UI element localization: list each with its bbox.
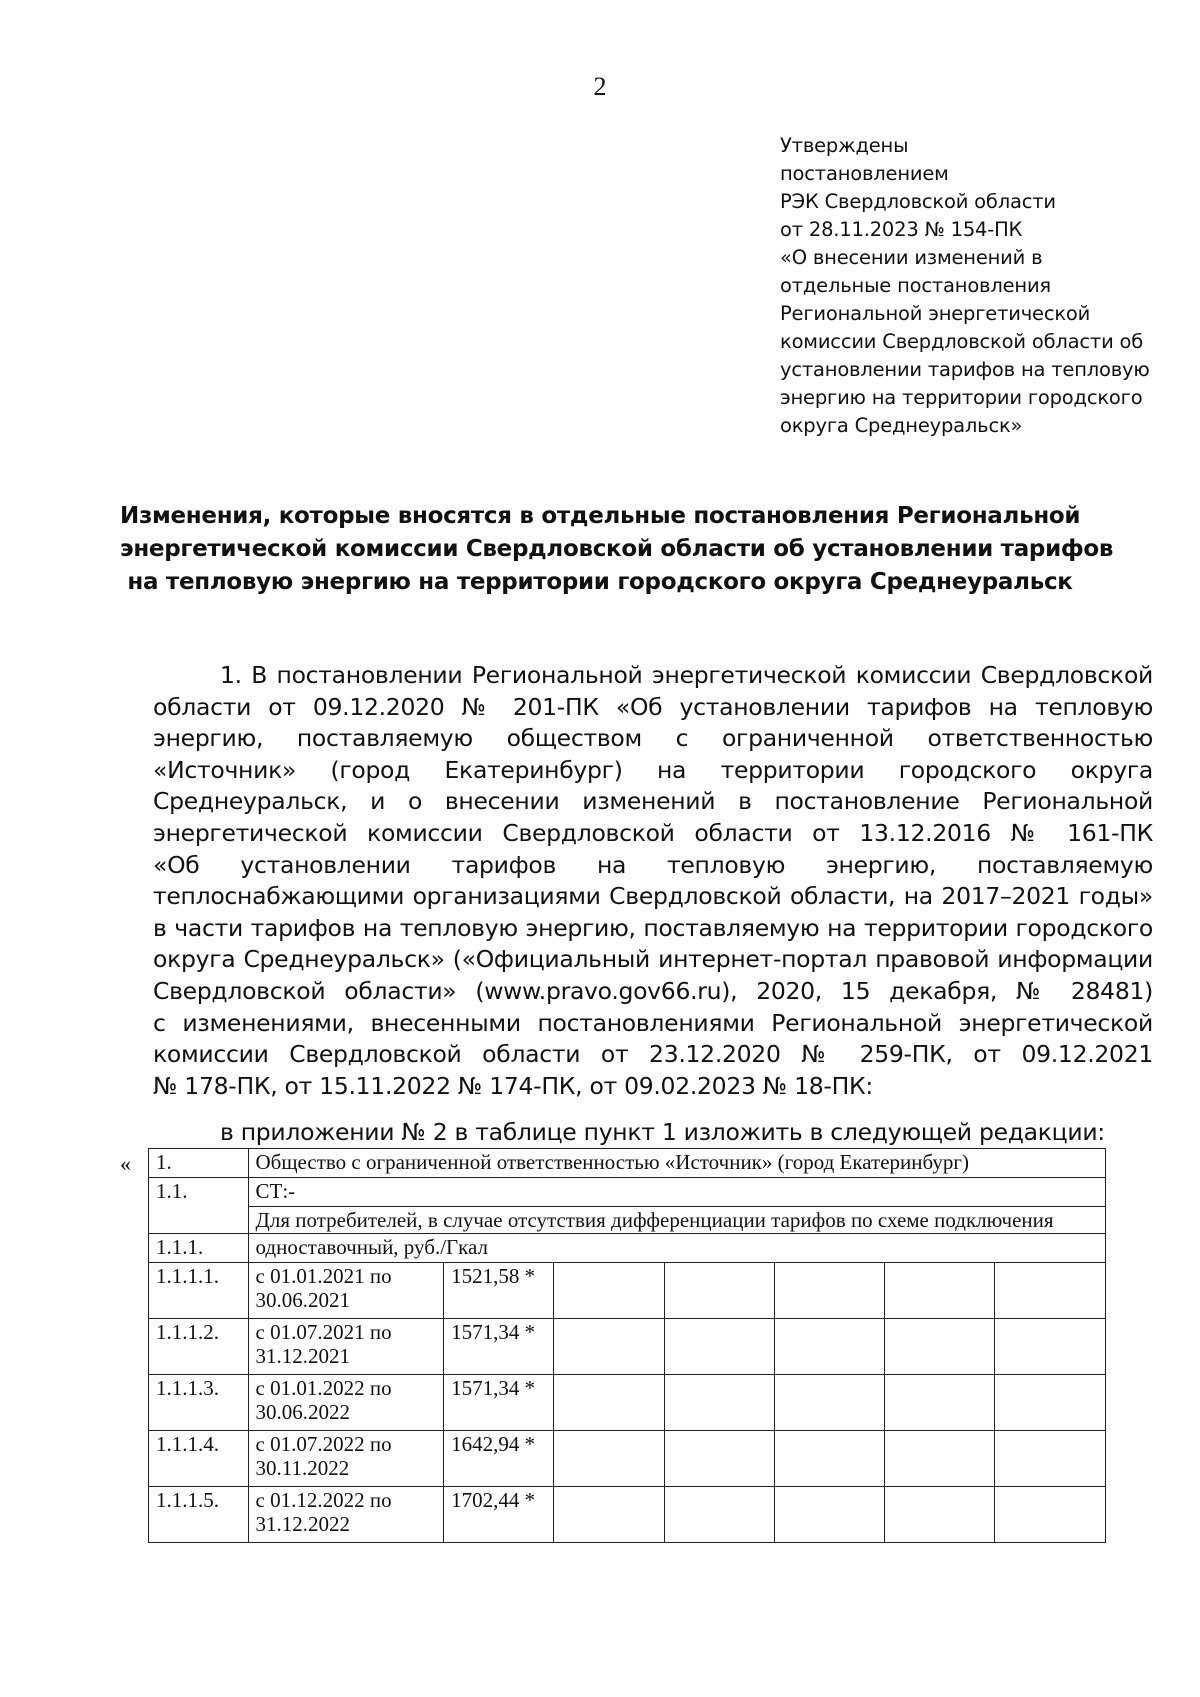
empty-cell: [884, 1263, 994, 1319]
body-line: Свердловской области» (www.pravo.gov66.ru), 2020, 15 декабря, № 28481): [153, 976, 1153, 1005]
table-row: [149, 1207, 1106, 1234]
tariff-table: [148, 1148, 1106, 1543]
title-line: Изменения, которые вносятся в отдельные постановления Региональной: [120, 503, 1081, 529]
empty-cell: [884, 1375, 994, 1431]
approval-block: [780, 132, 1180, 440]
empty-cell: [775, 1431, 885, 1487]
row-number: 1.1.1.5.: [149, 1487, 249, 1543]
body-line: Среднеуральск, и о внесении изменений в постановление Региональной: [153, 787, 1153, 816]
period-start: с 01.01.2021 по: [255, 1264, 392, 1288]
table-row: [149, 1149, 1106, 1178]
period-end: 30.06.2022: [255, 1400, 351, 1424]
approval-line: «О внесении изменений в: [780, 246, 1043, 269]
empty-cell: [665, 1431, 775, 1487]
empty-cell: [775, 1487, 885, 1543]
period-start: с 01.12.2022 по: [255, 1488, 392, 1512]
empty-cell: [775, 1263, 885, 1319]
empty-cell: [554, 1375, 665, 1431]
approval-line: Региональной энергетической: [780, 302, 1091, 325]
row-number: 1.1.: [149, 1178, 249, 1234]
body-paragraph: [153, 660, 1153, 1102]
table-instruction: в приложении № 2 в таблице пункт 1 изложить в следующей редакции:: [220, 1118, 1105, 1146]
body-line: «Источник» (город Екатеринбург) на территории городского округа: [153, 755, 1153, 784]
tariff-value: 1571,34 *: [444, 1319, 554, 1375]
period-start: с 01.07.2021 по: [255, 1320, 392, 1344]
row-number: 1.1.1.3.: [149, 1375, 249, 1431]
table-row: [149, 1234, 1106, 1263]
opening-quote-mark: «: [120, 1151, 131, 1176]
tariff-type: одноставочный, руб./Гкал: [248, 1234, 1105, 1263]
empty-cell: [665, 1487, 775, 1543]
period-cell: [248, 1375, 444, 1431]
period-end: 31.12.2022: [255, 1512, 351, 1536]
period-cell: [248, 1319, 444, 1375]
row-number: 1.1.1.4.: [149, 1431, 249, 1487]
approval-line: комиссии Свердловской области об: [780, 330, 1144, 353]
table-row: [149, 1487, 1106, 1543]
table-row: [149, 1319, 1106, 1375]
approval-line: энергию на территории городского: [780, 386, 1143, 409]
approval-line: Утверждены: [780, 134, 909, 157]
row-number: 1.1.1.: [149, 1234, 249, 1263]
tariff-value: 1702,44 *: [444, 1487, 554, 1543]
row-number: 1.: [149, 1149, 249, 1178]
body-line: «Об установлении тарифов на тепловую энергию, поставляемую: [153, 850, 1153, 879]
body-line: 1. В постановлении Региональной энергетической комиссии Свердловской: [220, 661, 1153, 689]
table-row: [149, 1178, 1106, 1207]
empty-cell: [775, 1319, 885, 1375]
period-cell: [248, 1487, 444, 1543]
period-cell: [248, 1431, 444, 1487]
approval-line: отдельные постановления: [780, 274, 1051, 297]
document-title: [120, 500, 1114, 599]
body-line: № 178-ПК, от 15.11.2022 № 174-ПК, от 09.02.2023 № 18-ПК:: [153, 1071, 873, 1100]
system-label: СТ:-: [248, 1178, 1105, 1207]
organization-name: Общество с ограниченной ответственностью «Источник» (город Екатеринбург): [248, 1149, 1105, 1178]
tariff-value: 1571,34 *: [444, 1375, 554, 1431]
approval-line: установлении тарифов на тепловую: [780, 358, 1150, 381]
empty-cell: [665, 1375, 775, 1431]
empty-cell: [994, 1319, 1105, 1375]
empty-cell: [665, 1263, 775, 1319]
approval-line: постановлением: [780, 162, 949, 185]
empty-cell: [994, 1487, 1105, 1543]
body-line: с изменениями, внесенными постановлениями Региональной энергетической: [153, 1008, 1153, 1037]
period-start: с 01.01.2022 по: [255, 1376, 392, 1400]
approval-line: от 28.11.2023 № 154-ПК: [780, 218, 1023, 241]
empty-cell: [994, 1431, 1105, 1487]
period-cell: [248, 1263, 444, 1319]
empty-cell: [884, 1487, 994, 1543]
empty-cell: [554, 1263, 665, 1319]
approval-line: округа Среднеуральск»: [780, 414, 1023, 437]
empty-cell: [994, 1263, 1105, 1319]
table-row: [149, 1375, 1106, 1431]
empty-cell: [554, 1319, 665, 1375]
consumer-group: Для потребителей, в случае отсутствия дифференциации тарифов по схеме подключения: [248, 1207, 1105, 1234]
period-end: 30.11.2022: [255, 1456, 350, 1480]
empty-cell: [775, 1375, 885, 1431]
page-number: 2: [593, 72, 607, 101]
body-line: теплоснабжающими организациями Свердловской области, на 2017–2021 годы»: [153, 882, 1153, 911]
empty-cell: [884, 1431, 994, 1487]
period-end: 30.06.2021: [255, 1288, 351, 1312]
empty-cell: [554, 1431, 665, 1487]
tariff-value: 1521,58 *: [444, 1263, 554, 1319]
tariff-value: 1642,94 *: [444, 1431, 554, 1487]
row-number: 1.1.1.2.: [149, 1319, 249, 1375]
body-line: энергетической комиссии Свердловской области от 13.12.2016 № 161-ПК: [153, 818, 1153, 847]
body-line: округа Среднеуральск» («Официальный интернет-портал правовой информации: [153, 945, 1153, 974]
title-line: на тепловую энергию на территории городского округа Среднеуральск: [127, 569, 1073, 595]
period-end: 31.12.2021: [255, 1344, 351, 1368]
body-line: области от 09.12.2020 № 201-ПК «Об установлении тарифов на тепловую: [153, 692, 1153, 721]
row-number: 1.1.1.1.: [149, 1263, 249, 1319]
body-line: комиссии Свердловской области от 23.12.2020 № 259-ПК, от 09.12.2021: [153, 1040, 1153, 1069]
empty-cell: [554, 1487, 665, 1543]
approval-line: РЭК Свердловской области: [780, 190, 1056, 213]
empty-cell: [665, 1319, 775, 1375]
body-line: в части тарифов на тепловую энергию, поставляемую на территории городского: [153, 913, 1153, 942]
table-row: [149, 1263, 1106, 1319]
empty-cell: [994, 1375, 1105, 1431]
period-start: с 01.07.2022 по: [255, 1432, 392, 1456]
table-row: [149, 1431, 1106, 1487]
body-line: энергию, поставляемую обществом с ограниченной ответственностью: [153, 724, 1153, 753]
title-line: энергетической комиссии Свердловской области об установлении тарифов: [120, 536, 1114, 562]
empty-cell: [884, 1319, 994, 1375]
